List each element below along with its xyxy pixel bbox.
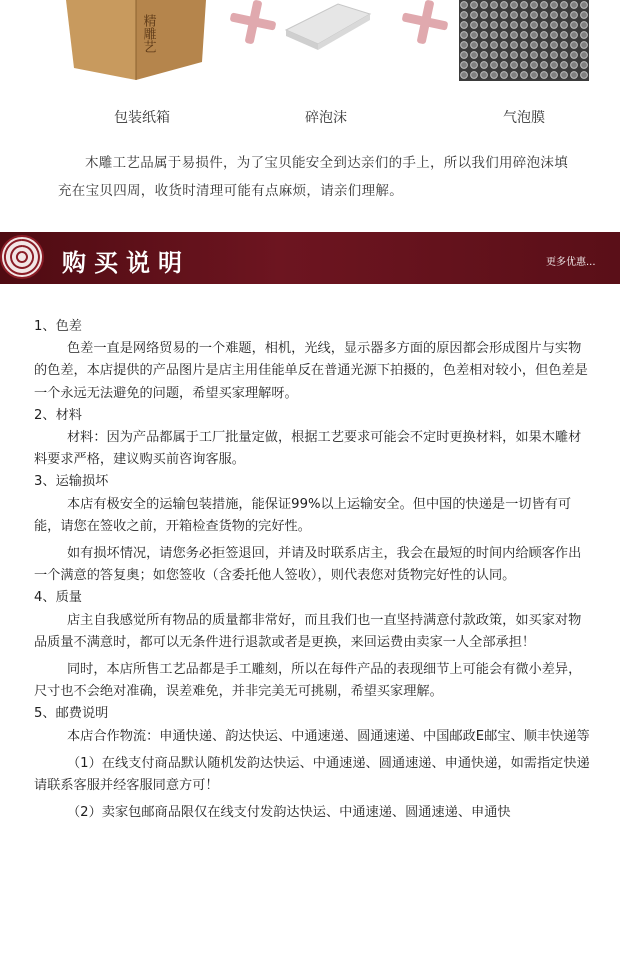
section-heading-postage: 5、邮费说明 [34,706,109,722]
bubble-wrap-image [459,0,589,81]
paragraph: 材料：因为产品都属于工厂批量定做，根据工艺要求可能会不定时更换材料，如果木雕材料要求严格，建议购买前咨询客服。 [34,430,582,468]
banner-title: 购买说明 [62,249,190,277]
swirl-ornament-icon [0,226,52,288]
paragraph: 店主自我感觉所有物品的质量都非常好，而且我们也一直坚持满意付款政策，如买家对物品质量不满意时，都可以无条件进行退款或者是更换，来回运费由卖家一人全部承担！ [34,612,582,650]
cardboard-box-image [66,0,206,80]
paragraph: （1）在线支付商品默认随机发韵达快运、中通速递、圆通速递、申通快递，如需指定快递请联系客服并经客服同意方可！ [34,755,590,794]
section-heading-material: 2、材料 [34,407,82,423]
section-heading-quality: 4、质量 [34,590,82,606]
paragraph: 如有损坏情况，请您务必拒签退回，并请及时联系店主，我会在最短的时间内给顾客作出一个满意的答复奥；如您签收（含委托他人签收），则代表您对货物完好性的认同。 [34,546,582,584]
section-heading-color-difference: 1、色差 [34,319,82,334]
paragraph: 本店合作物流：申通快递、韵达快运、中通速递、圆通速递、中国邮政E邮宝、顺丰快递等 [67,728,590,744]
purchase-instructions [34,316,590,824]
section-heading-shipping-damage: 3、运输损坏 [34,474,109,490]
paragraph: 同时，本店所售工艺品都是手工雕刻，所以在每件产品的表现细节上可能会有微小差异，尺寸也不会绝对准确，误差难免，并非完美无可挑剔，希望买家理解。 [34,662,582,700]
box-print-text: 精雕艺 [140,14,156,53]
more-deals-link[interactable]: 更多优惠... [546,257,596,268]
paragraph: （2）卖家包邮商品限仅在线支付发韵达快运、中通速递、圆通速递、申通快 [67,805,511,821]
paragraph: 色差一直是网络贸易的一个难题，相机，光线，显示器多方面的原因都会形成图片与实物的色差，本店提供的产品图片是店主用佳能单反在普通光源下拍摄的，色差相对较小，但色差是一个永远无法避免的问题，希望买家理解呀。 [34,341,588,401]
foam-image [278,0,378,50]
plus-icon [230,0,276,46]
plus-icon [402,0,448,46]
packaging-note: 木雕工艺品属于易损件，为了宝贝能安全到达亲们的手上，所以我们用碎泡沫填充在宝贝四周，收货时清理可能有点麻烦，请亲们理解。 [58,155,568,199]
caption-bubble-wrap: 气泡膜 [503,110,545,126]
caption-box: 包装纸箱 [114,110,170,126]
packaging-section [0,0,620,220]
paragraph: 本店有极安全的运输包装措施，能保证99%以上运输安全。但中国的快递是一切皆有可能，请您在签收之前，开箱检查货物的完好性。 [34,496,572,534]
caption-foam: 碎泡沫 [305,110,347,126]
